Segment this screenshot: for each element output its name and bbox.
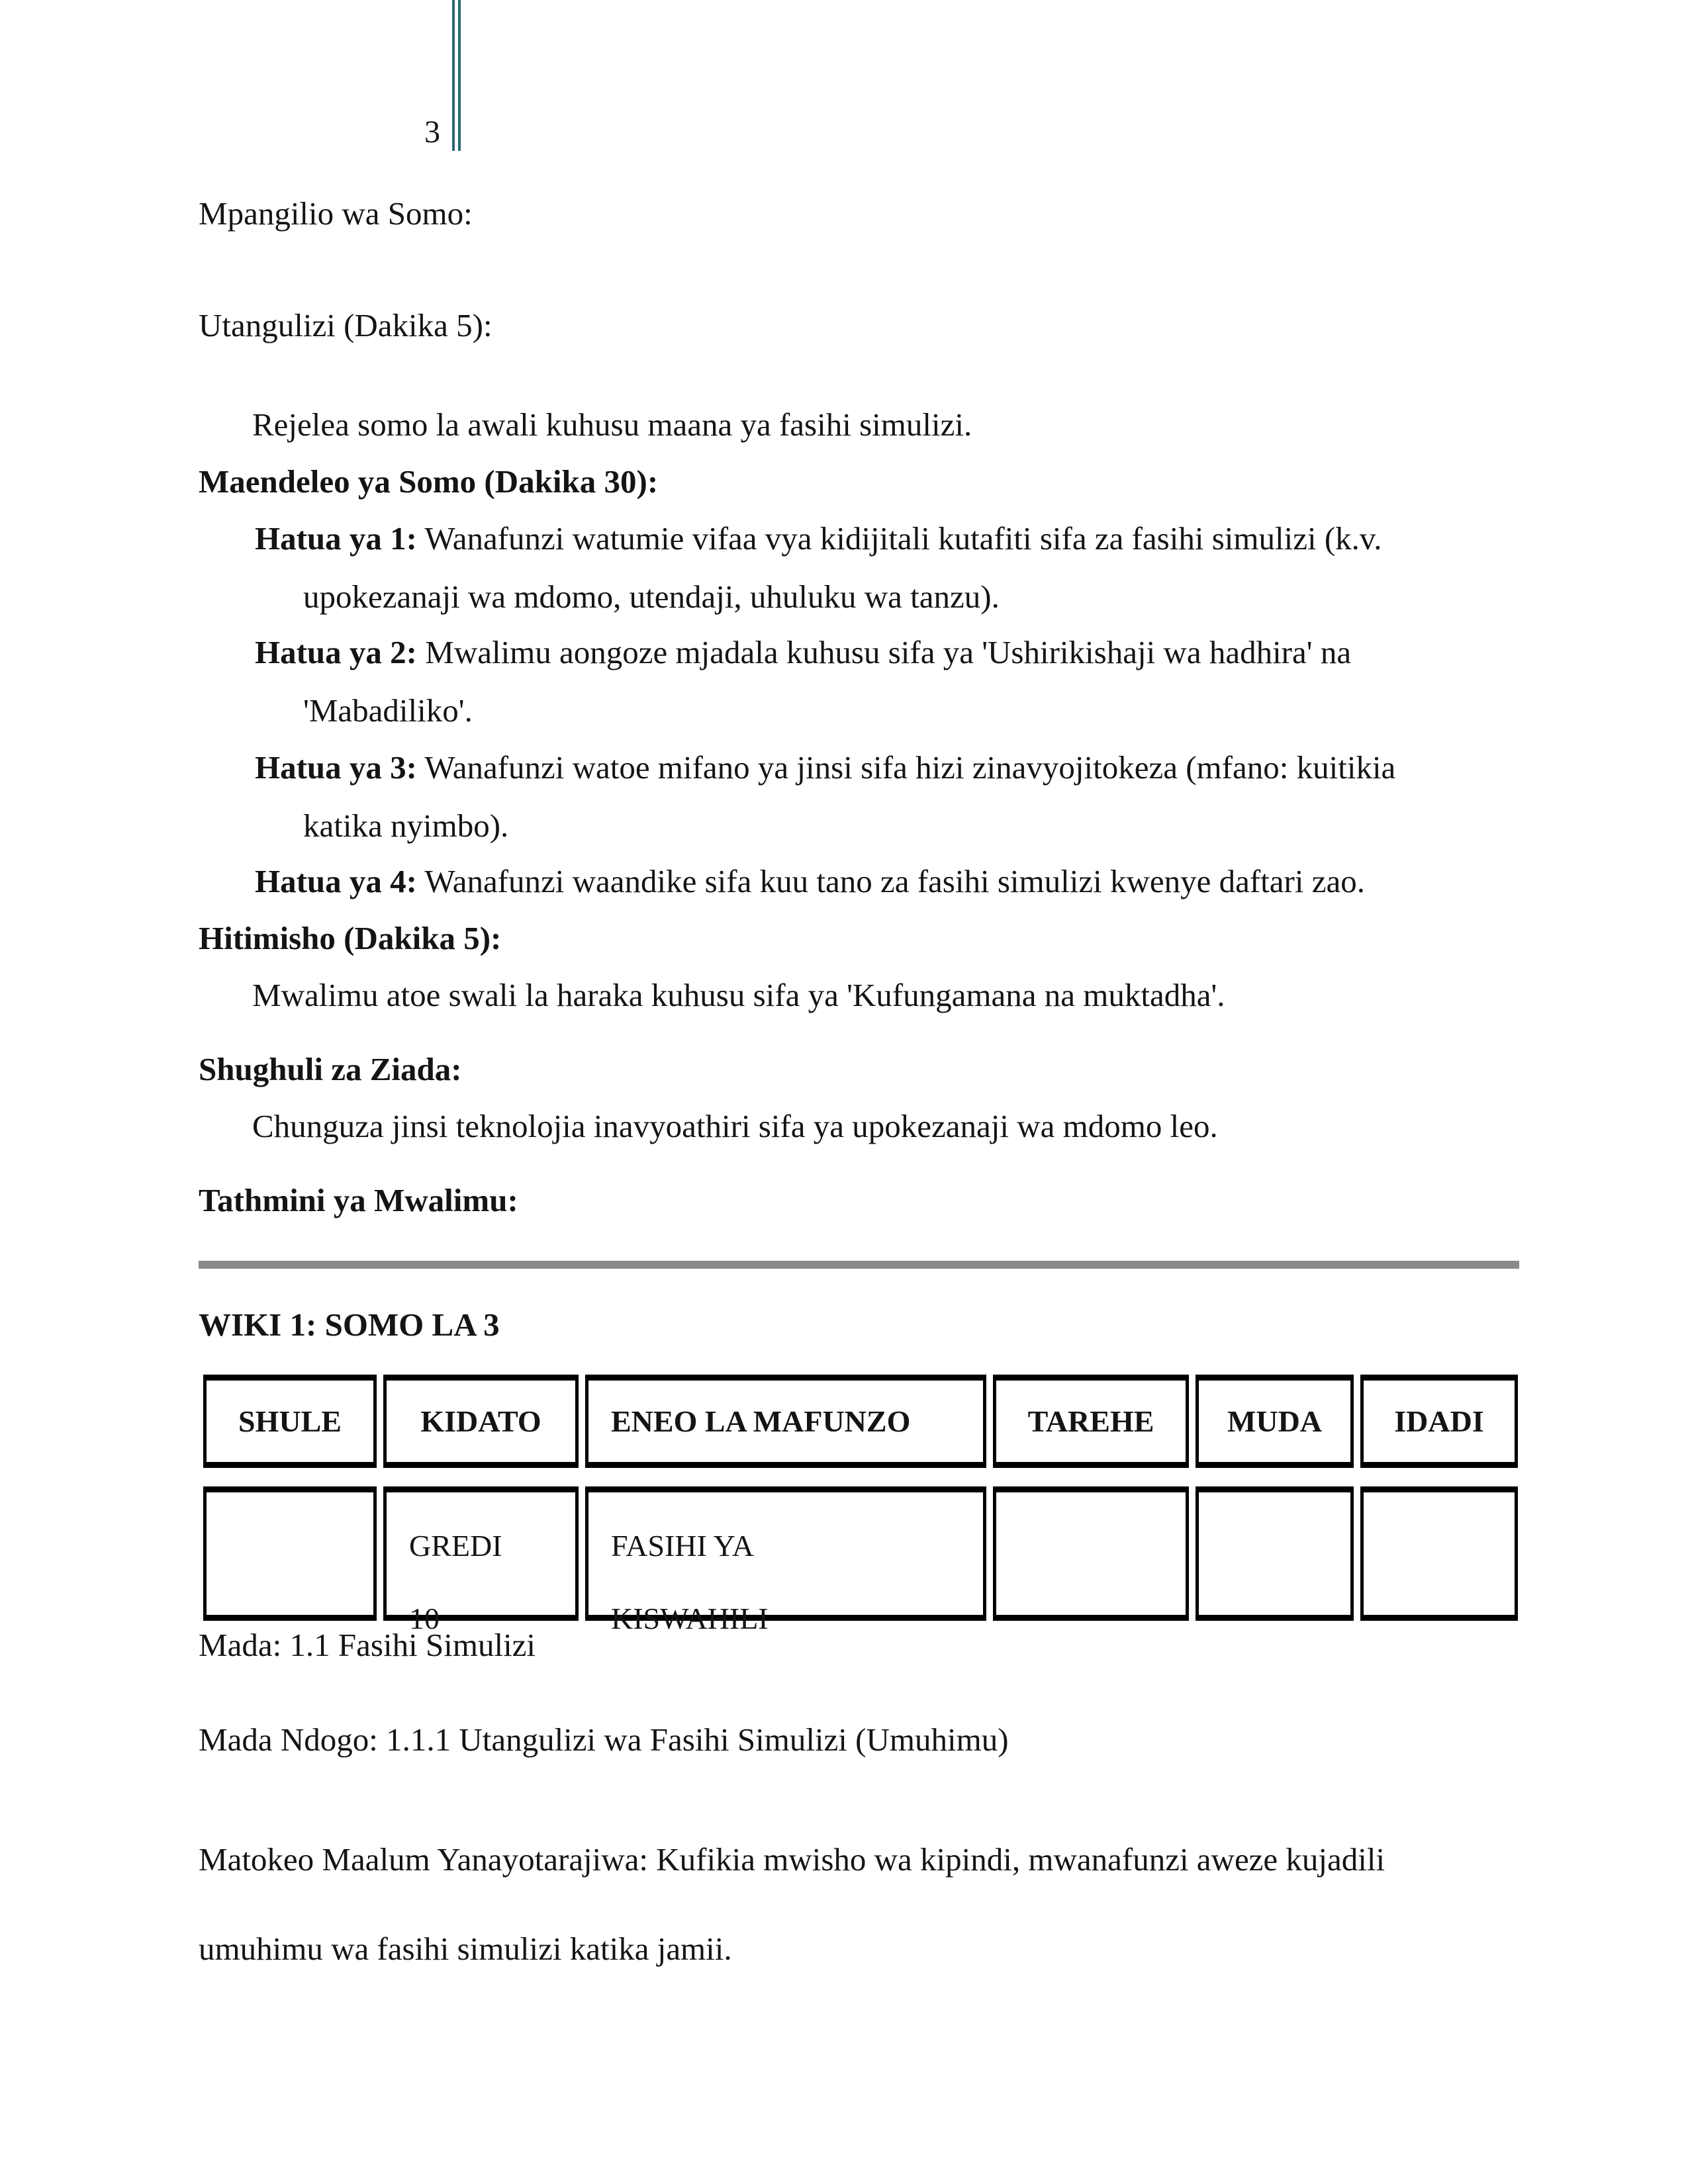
hatua1-text: Wanafunzi watumie vifaa vya kidijitali kutafiti sifa za fasihi simulizi (k.v. [417, 520, 1382, 557]
hitimisho-body: Mwalimu atoe swali la haraka kuhusu sifa ya 'Kufungamana na muktadha'. [252, 977, 1225, 1013]
cell-muda-value [1196, 1486, 1354, 1621]
heading-tathmini: Tathmini ya Mwalimu: [199, 1182, 518, 1218]
page-number: 3 [424, 114, 440, 150]
cell-kidato-value [383, 1486, 579, 1635]
section-title-mpangilio: Mpangilio wa Somo: [199, 195, 473, 232]
hatua1-label: Hatua ya 1: [255, 520, 417, 557]
teal-double-margin-line [452, 0, 461, 151]
horizontal-divider [199, 1261, 1519, 1269]
table-header-row [203, 1375, 1521, 1468]
hatua2-text: Mwalimu aongoze mjadala kuhusu sifa ya 'Ushirikishaji wa hadhira' na [417, 634, 1352, 670]
hatua4-line1 [255, 864, 1365, 899]
cell-tarehe-value [993, 1486, 1189, 1621]
cell-eneo-value [585, 1486, 986, 1635]
heading-hitimisho: Hitimisho (Dakika 5): [199, 920, 502, 956]
hatua4-label: Hatua ya 4: [255, 863, 417, 899]
eneo-line2: KISWAHILI [611, 1602, 769, 1635]
eneo-line1: FASIHI YA [611, 1529, 754, 1563]
hatua2-line1 [255, 635, 1351, 670]
hatua3-text: Wanafunzi watoe mifano ya jinsi sifa hizi zinavyojitokeza (mfano: kuitikia [417, 749, 1396, 786]
kidato-line2: 10 [409, 1602, 440, 1635]
heading-shughuli: Shughuli za Ziada: [199, 1051, 462, 1087]
utangulizi-body: Rejelea somo la awali kuhusu maana ya fasihi simulizi. [252, 406, 972, 443]
header-cell-idadi: IDADI [1360, 1375, 1518, 1468]
hatua1-line1 [255, 522, 1382, 556]
header-cell-tarehe: TAREHE [993, 1375, 1189, 1468]
hatua3-line2: katika nyimbo). [303, 807, 509, 844]
hatua3-label: Hatua ya 3: [255, 749, 417, 786]
header-cell-kidato: KIDATO [383, 1375, 579, 1468]
shughuli-body: Chunguza jinsi teknolojia inavyoathiri sifa ya upokezanaji wa mdomo leo. [252, 1108, 1218, 1144]
hatua3-line1 [255, 751, 1395, 785]
matokeo-line2: umuhimu wa fasihi simulizi katika jamii. [199, 1931, 732, 1967]
week-heading: WIKI 1: SOMO LA 3 [199, 1306, 500, 1343]
header-cell-eneo-la-mafunzo: ENEO LA MAFUNZO [585, 1375, 986, 1468]
table-data-row [203, 1486, 1521, 1635]
header-cell-shule: SHULE [203, 1375, 377, 1468]
cell-shule-value [203, 1486, 377, 1621]
hatua2-line2: 'Mabadiliko'. [303, 692, 473, 729]
hatua4-text: Wanafunzi waandike sifa kuu tano za fasihi simulizi kwenye daftari zao. [417, 863, 1365, 899]
hatua2-label: Hatua ya 2: [255, 634, 417, 670]
header-cell-muda: MUDA [1196, 1375, 1354, 1468]
kidato-line1: GREDI [409, 1529, 502, 1563]
cell-idadi-value [1360, 1486, 1518, 1621]
hatua1-line2: upokezanaji wa mdomo, utendaji, uhuluku wa tanzu). [303, 578, 1000, 615]
heading-maendeleo: Maendeleo ya Somo (Dakika 30): [199, 463, 659, 500]
heading-utangulizi: Utangulizi (Dakika 5): [199, 307, 492, 343]
mada-ndogo-line: Mada Ndogo: 1.1.1 Utangulizi wa Fasihi Simulizi (Umuhimu) [199, 1721, 1009, 1758]
matokeo-line1: Matokeo Maalum Yanayotarajiwa: Kufikia mwisho wa kipindi, mwanafunzi aweze kujadili [199, 1841, 1385, 1878]
mada-line: Mada: 1.1 Fasihi Simulizi [199, 1627, 536, 1663]
lesson-info-table [203, 1375, 1521, 1635]
